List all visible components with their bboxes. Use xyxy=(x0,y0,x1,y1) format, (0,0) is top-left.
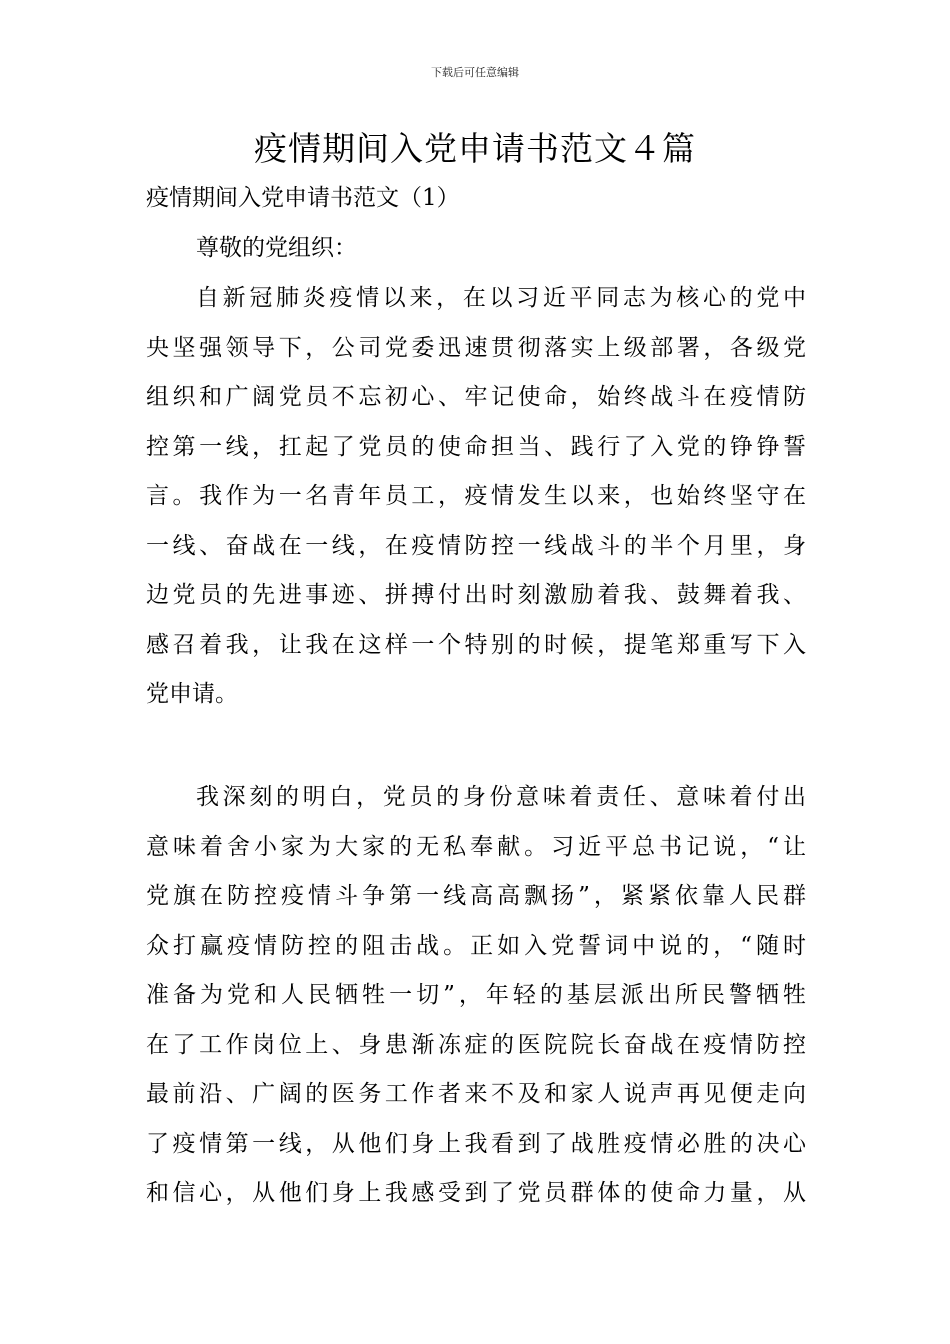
salutation: 尊敬的党组织： xyxy=(196,235,357,261)
paragraph-line: 最前沿、广阔的医务工作者来不及和家人说声再见便走向 xyxy=(146,1081,806,1107)
paragraph-line: 感召着我，让我在这样一个特别的时候，提笔郑重写下入 xyxy=(146,631,806,658)
paragraph-line: 准备为党和人民牺牲一切”，年轻的基层派出所民警牺牲 xyxy=(146,982,806,1008)
paragraph-line: 边党员的先进事迹、拼搏付出时刻激励着我、鼓舞着我、 xyxy=(146,582,806,608)
paragraph-2 xyxy=(146,780,806,1226)
paragraph-line: 在了工作岗位上、身患渐冻症的医院院长奋战在疫情防控 xyxy=(146,1031,806,1058)
paragraph-line: 众打赢疫情防控的阻击战。正如入党誓词中说的，“随时 xyxy=(146,932,806,959)
header-note: 下载后可任意编辑 xyxy=(431,66,519,79)
paragraph-line: 和信心，从他们身上我感受到了党员群体的使命力量，从 xyxy=(146,1180,806,1206)
paragraph-line: 一线、奋战在一线，在疫情防控一线战斗的半个月里，身 xyxy=(146,532,806,559)
paragraph-line: 意味着舍小家为大家的无私奉献。习近平总书记说，“让 xyxy=(146,833,806,860)
paragraph-line: 了疫情第一线，从他们身上我看到了战胜疫情必胜的决心 xyxy=(146,1130,806,1157)
paragraph-line: 组织和广阔党员不忘初心、牢记使命，始终战斗在疫情防 xyxy=(146,384,806,410)
paragraph-line: 自新冠肺炎疫情以来，在以习近平同志为核心的党中 xyxy=(196,285,806,311)
paragraph-line: 我深刻的明白，党员的身份意味着责任、意味着付出 xyxy=(196,784,806,810)
subtitle: 疫情期间入党申请书范文（1） xyxy=(146,185,460,211)
document-title: 疫情期间入党申请书范文４篇 xyxy=(254,129,696,168)
paragraph-line: 党申请。 xyxy=(146,681,238,707)
paragraph-line: 党旗在防控疫情斗争第一线高高飘扬”，紧紧依靠人民群 xyxy=(146,883,806,909)
paragraph-1 xyxy=(146,281,806,727)
paragraph-line: 央坚强领导下，公司党委迅速贯彻落实上级部署，各级党 xyxy=(146,334,806,361)
paragraph-line: 言。我作为一名青年员工，疫情发生以来，也始终坚守在 xyxy=(146,483,806,509)
paragraph-line: 控第一线，扛起了党员的使命担当、践行了入党的铮铮誓 xyxy=(146,433,806,460)
